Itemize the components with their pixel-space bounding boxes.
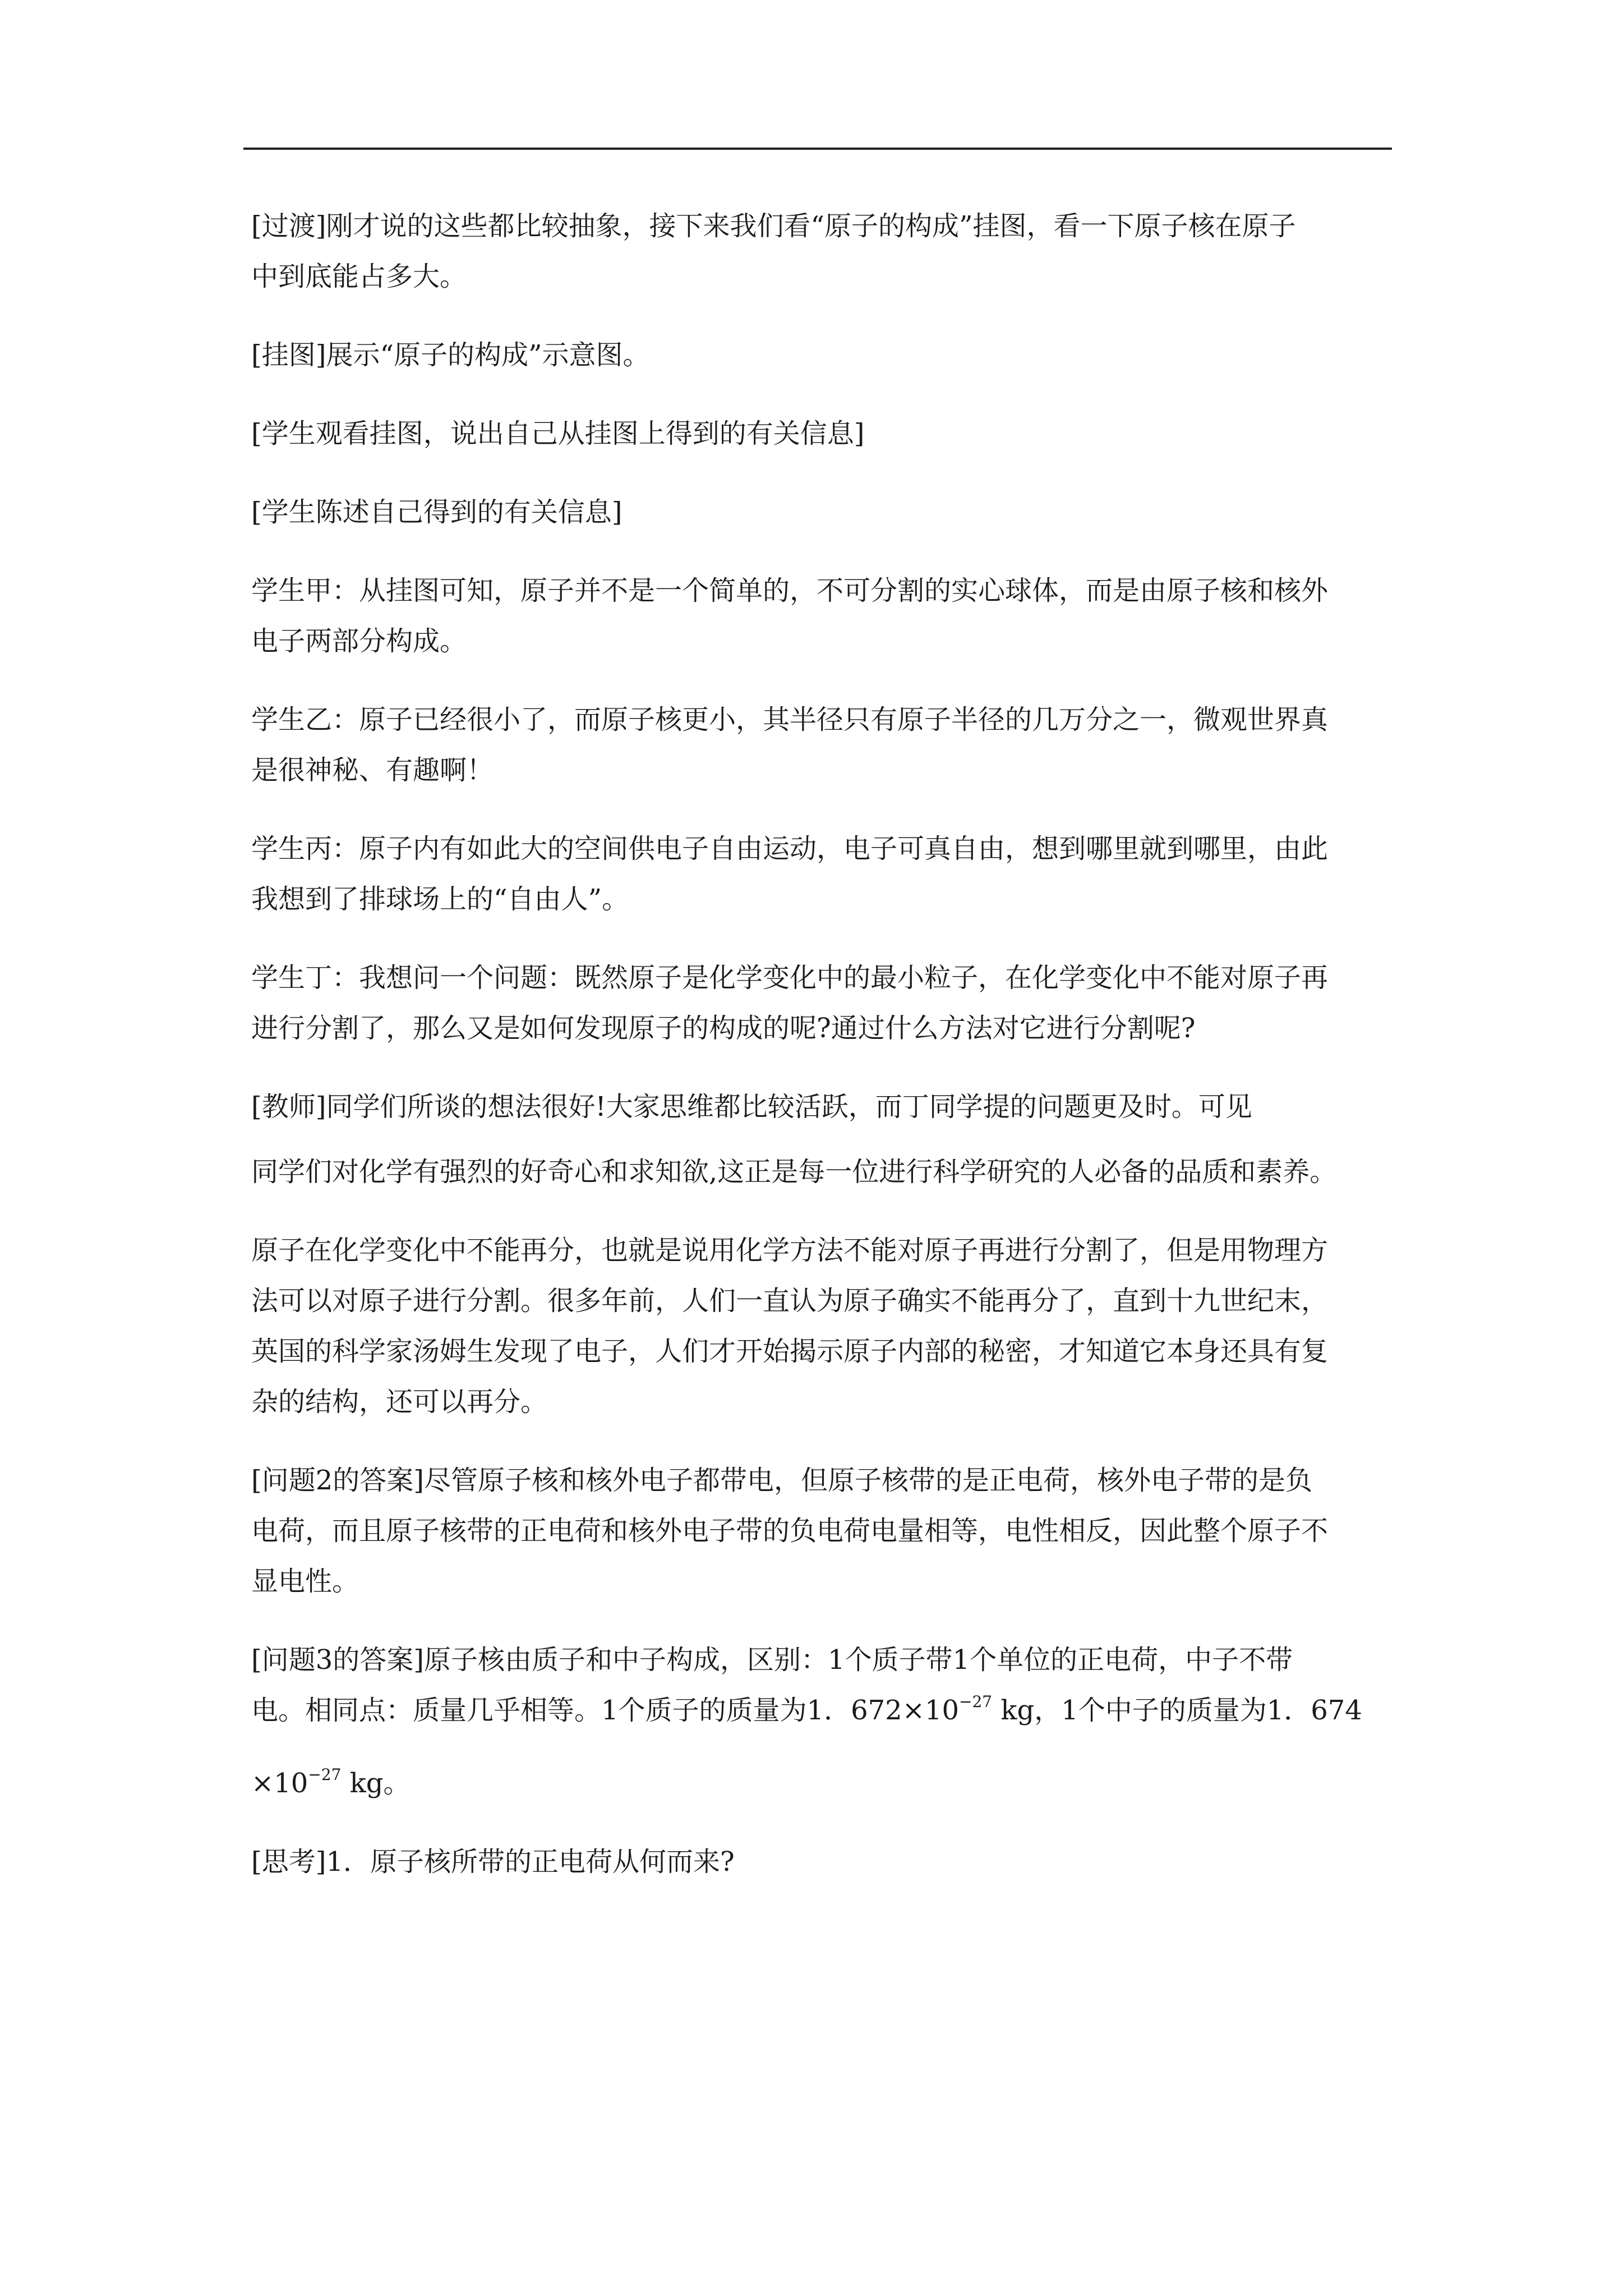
exponent: −27 (308, 1765, 342, 1784)
formula-text: kg。 (341, 1768, 411, 1799)
text-line: 英国的科学家汤姆生发现了电子，人们才开始揭示原子内部的秘密，才知道它本身还具有复 (251, 1336, 1329, 1367)
text-line: 是很神秘、有趣啊！ (251, 754, 494, 786)
header-rule (243, 148, 1392, 150)
text-line: 学生丙：原子内有如此大的空间供电子自由运动，电子可真自由，想到哪里就到哪里，由此 (251, 833, 1329, 864)
text-line: [问题3的答案]原子核由质子和中子构成，区别：1个质子带1个单位的正电荷，中子不带 (251, 1644, 1293, 1676)
formula-text: 电。相同点：质量几乎相等。1个质子的质量为1．672×10 (251, 1695, 959, 1726)
text-line: 进行分割了，那么又是如何发现原子的构成的呢?通过什么方法对它进行分割呢? (251, 1013, 1196, 1044)
text-line: 同学们对化学有强烈的好奇心和求知欲,这正是每一位进行科学研究的人必备的品质和素养。 (251, 1156, 1337, 1188)
paragraph-student-observe (251, 408, 1394, 459)
paragraph-teacher-cont (251, 1147, 1394, 1197)
paragraph-student-d (251, 953, 1394, 1053)
paragraph-answer-2 (251, 1455, 1394, 1607)
text-line: [挂图]展示“原子的构成”示意图。 (251, 339, 650, 371)
formula-text: kg，1个中子的质量为1．674 (992, 1695, 1362, 1726)
text-line: 原子在化学变化中不能再分，也就是说用化学方法不能对原子再进行分割了，但是用物理方 (251, 1235, 1329, 1266)
text-line-formula (251, 1685, 1394, 1736)
text-line: [问题2的答案]尽管原子核和核外电子都带电，但原子核带的是正电荷，核外电子带的是负 (251, 1465, 1312, 1496)
text-line: 学生丁：我想问一个问题：既然原子是化学变化中的最小粒子，在化学变化中不能对原子再 (251, 962, 1329, 993)
text-line: 中到底能占多大。 (251, 261, 467, 292)
text-line: 电荷，而且原子核带的正电荷和核外电子带的负电荷电量相等，电性相反，因此整个原子不 (251, 1515, 1329, 1547)
text-line: 显电性。 (251, 1566, 359, 1597)
document-body (251, 201, 1394, 1915)
paragraph-teacher (251, 1082, 1394, 1132)
text-line: [思考]1．原子核所带的正电荷从何而来? (251, 1846, 735, 1878)
paragraph-atom-divisible (251, 1225, 1394, 1427)
paragraph-student-a (251, 565, 1394, 666)
text-line: 我想到了排球场上的“自由人”。 (251, 884, 629, 915)
paragraph-transition (251, 201, 1394, 302)
paragraph-student-b (251, 694, 1394, 795)
paragraph-student-state (251, 487, 1394, 537)
text-line: 电子两部分构成。 (251, 625, 467, 657)
paragraph-think (251, 1837, 1394, 1887)
formula-text: ×10 (251, 1768, 308, 1799)
text-line: 学生乙：原子已经很小了，而原子核更小，其半径只有原子半径的几万分之一，微观世界真 (251, 704, 1329, 735)
text-line: 学生甲：从挂图可知，原子并不是一个简单的，不可分割的实心球体，而是由原子核和核外 (251, 575, 1329, 606)
text-line: 杂的结构，还可以再分。 (251, 1386, 548, 1418)
paragraph-wallchart (251, 330, 1394, 380)
paragraph-answer-3 (251, 1635, 1394, 1809)
text-line: [过渡]刚才说的这些都比较抽象，接下来我们看“原子的构成”挂图，看一下原子核在原子 (251, 210, 1296, 242)
paragraph-student-c (251, 823, 1394, 924)
text-line: [教师]同学们所谈的想法很好!大家思维都比较活跃，而丁同学提的问题更及时。可见 (251, 1091, 1252, 1122)
text-line: [学生观看挂图，说出自己从挂图上得到的有关信息] (251, 418, 865, 449)
text-line: 法可以对原子进行分割。很多年前，人们一直认为原子确实不能再分了，直到十九世纪末， (251, 1285, 1329, 1317)
text-line-formula (251, 1758, 1394, 1809)
text-line: [学生陈述自己得到的有关信息] (251, 496, 623, 528)
exponent: −27 (959, 1692, 993, 1711)
